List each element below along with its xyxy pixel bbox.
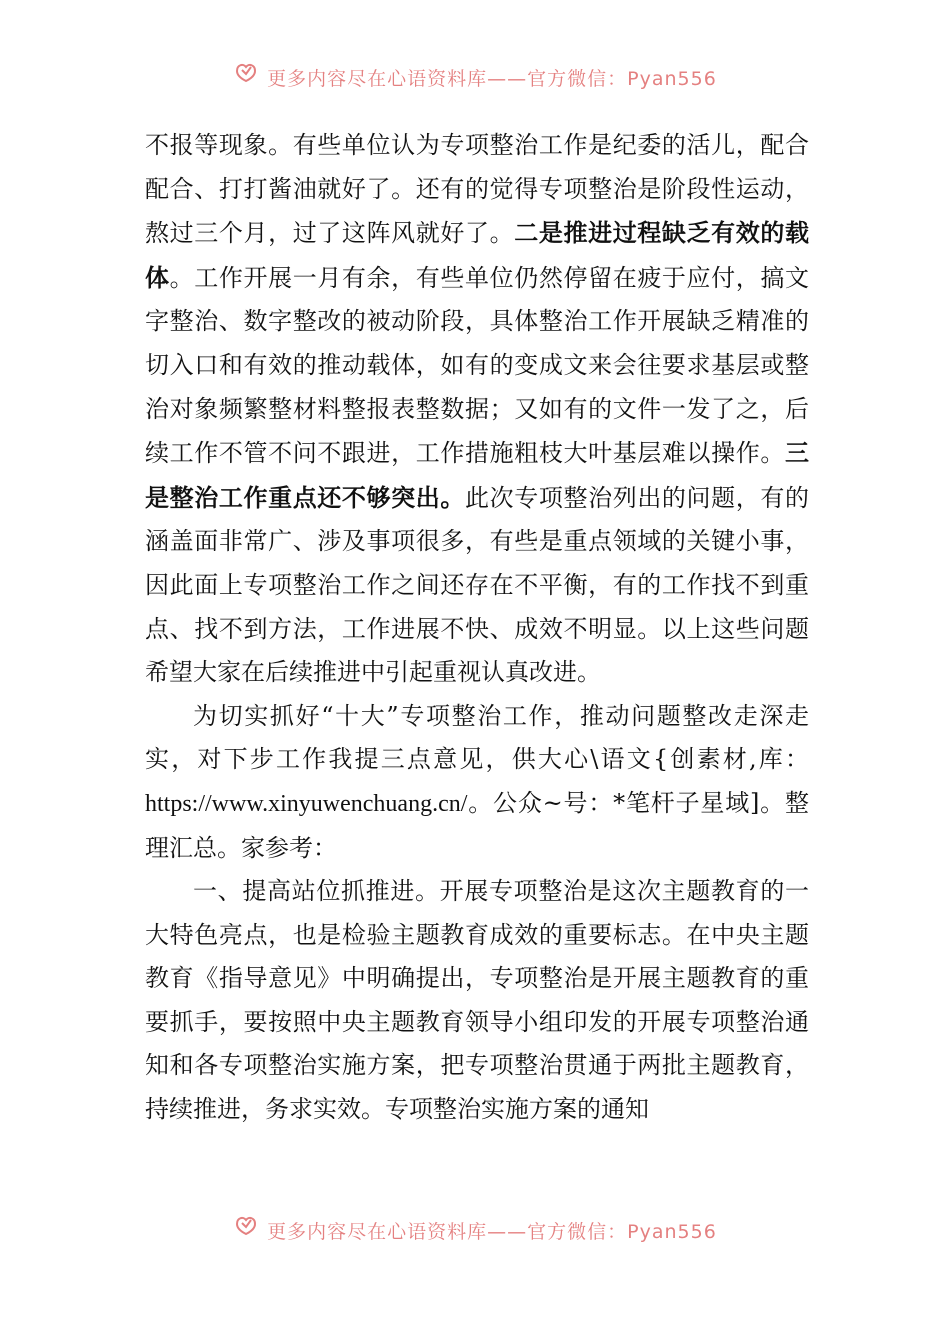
bold-heading-two: 二是推进过程缺乏有效的载体 (145, 218, 810, 292)
text-run: 。工作开展一月有余，有些单位仍然停留在疲于应付，搞文字整治、数字整改的被动阶段，具体整治工作开展缺乏精准的切入口和有效的推动载体，如有的变成文来会往要求基层或整治对象频繁整材料整报表整数据；又如有的文件一发了之，后续工作不管不问不跟进，工作措施粗枝大叶基层难以操作。 (145, 263, 810, 468)
watermark-text: 更多内容尽在心语资料库——官方微信：Pyan556 (267, 1220, 717, 1243)
watermark-text: 更多内容尽在心语资料库——官方微信：Pyan556 (267, 67, 717, 90)
watermark-logo-icon (233, 1210, 259, 1236)
text-run: 一、提高站位抓推进。开展专项整治是这次主题教育的一大特色亮点，也是检验主题教育成效的重要标志。在中央主题教育《指导意见》中明确提出，专项整治是开展主题教育的重要抓手，要按照中央主题教育领导小组印发的开展专项整治通知和各专项整治实施方案，把专项整治贯通于两批主题教育，持续推进，务求实效。专项整治实施方案的通知 (145, 877, 809, 1124)
document-body (145, 124, 809, 1132)
text-run: 为切实抓好“十大”专项整治工作，推动问题整改走深走实，对下步工作我提三点意见，供大心\语文{创素材,库： (145, 701, 809, 774)
watermark-logo-icon (233, 57, 259, 83)
paragraph-problems (145, 124, 809, 695)
watermark-header (0, 50, 950, 90)
paragraph-point-one (145, 870, 809, 1132)
bold-heading-three: 三是整治工作重点还不够突出。 (145, 438, 809, 512)
url-text: https://www.xinyuwenchuang.cn/ (145, 790, 468, 817)
text-run: 此次专项整治列出的问题，有的涵盖面非常广、涉及事项很多，有些是重点领域的关键小事，因此面上专项整治工作之间还存在不平衡，有的工作找不到重点、找不到方法，工作进展不快、成效不明显。以上这些问题希望大家在后续推进中引起重视认真改进。 (145, 483, 809, 687)
watermark-footer (0, 1203, 950, 1243)
text-run: 。公众~号：*笔杆子星域]。整理汇总。家参考： (145, 788, 809, 862)
text-run: 不报等现象。有些单位认为专项整治工作是纪委的活儿，配合配合、打打酱油就好了。还有的觉得专项整治是阶段性运动，熬过三个月，过了这阵风就好了。 (145, 131, 809, 248)
paragraph-opinions (145, 695, 809, 870)
